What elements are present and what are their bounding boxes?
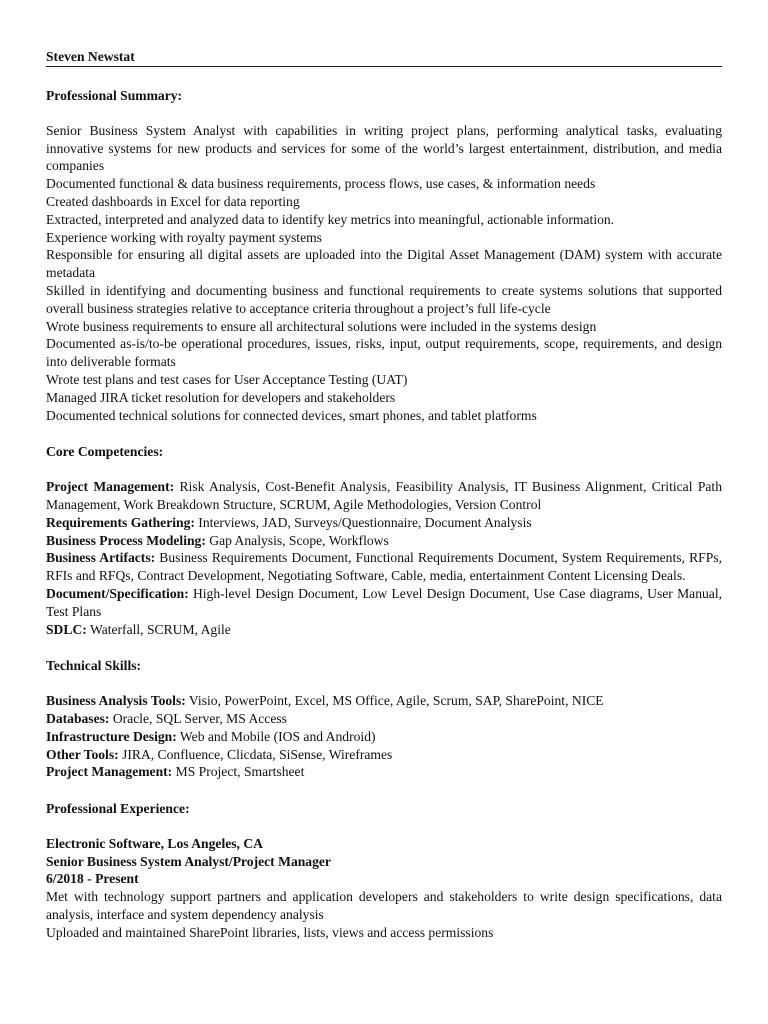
experience-heading: Professional Experience: [46,801,190,817]
summary-item: Created dashboards in Excel for data reporting [46,193,300,209]
job-entry [46,835,722,942]
summary-list [46,122,722,425]
job-duties [46,888,722,941]
competency-label: Business Process Modeling: [46,532,206,548]
summary-item: Extracted, interpreted and analyzed data to identify key metrics into meaningful, actionable information. [46,211,615,227]
skill-item [46,710,722,728]
job-company: Electronic Software, Los Angeles, CA [46,835,263,851]
skill-value: Oracle, SQL Server, MS Access [109,710,287,726]
technical-heading: Technical Skills: [46,658,142,674]
skill-item [46,763,722,781]
competency-value: High-level Design Document, Low Level Design Document, Use Case diagrams, User Manual, Test Plans [46,585,722,619]
summary-item: Documented technical solutions for connected devices, smart phones, and tablet platforms [46,407,537,423]
job-dates: 6/2018 - Present [46,871,139,887]
summary-item: Managed JIRA ticket resolution for developers and stakeholders [46,389,396,405]
competency-value: Waterfall, SCRUM, Agile [86,621,231,637]
skill-label: Infrastructure Design: [46,728,177,744]
summary-item: Experience working with royalty payment systems [46,229,322,245]
job-duty-item: Uploaded and maintained SharePoint libraries, lists, views and access permissions [46,924,494,940]
competency-item [46,585,722,621]
summary-item: Wrote test plans and test cases for User Acceptance Testing (UAT) [46,371,408,387]
skill-label: Other Tools: [46,746,119,762]
competency-item [46,478,722,514]
summary-item: Documented functional & data business requirements, process flows, use cases, & information needs [46,176,596,192]
competency-value: Business Requirements Document, Functional Requirements Document, System Requirements, RFPs, RFIs and RFQs, Contract Development, Negotiating Software, Cable, media, entertainment Content Licensing Deals. [46,550,722,584]
job-title: Senior Business System Analyst/Project Manager [46,853,331,869]
candidate-name: Steven Newstat [46,49,135,64]
competency-label: Business Artifacts: [46,550,156,566]
competencies-list [46,478,722,638]
competency-label: Document/Specification: [46,585,189,601]
job-duty-item: Met with technology support partners and application developers and stakeholders to write design specifications, data analysis, interface and system dependency analysis [46,889,722,923]
competency-label: SDLC: [46,621,87,637]
competencies-heading: Core Competencies: [46,444,164,460]
competency-label: Project Management: [46,479,175,495]
skill-item [46,692,722,710]
summary-item: Documented as-is/to-be operational procedures, issues, risks, input, output requirements, scope, requirements, and design into deliverable formats [46,336,722,370]
competency-label: Requirements Gathering: [46,514,195,530]
skill-item [46,728,722,746]
skill-label: Databases: [46,710,110,726]
skill-value: JIRA, Confluence, Clicdata, SiSense, Wireframes [118,746,393,762]
competency-item [46,514,722,532]
skill-label: Business Analysis Tools: [46,693,186,709]
summary-item: Skilled in identifying and documenting business and functional requirements to create systems solutions that supported overall business strategies relative to acceptance criteria throughout a project’s full life-cycle [46,282,722,316]
competency-value: Gap Analysis, Scope, Workflows [205,532,389,548]
skill-value: MS Project, Smartsheet [172,764,305,780]
skill-label: Project Management: [46,764,173,780]
resume-page [46,48,722,942]
technical-list [46,692,722,781]
summary-item: Wrote business requirements to ensure all architectural solutions were included in the systems design [46,318,597,334]
summary-heading: Professional Summary: [46,88,183,103]
competency-item [46,621,722,639]
competency-item [46,549,722,585]
header-divider [46,66,722,67]
competency-value: Interviews, JAD, Surveys/Questionnaire, Document Analysis [194,514,532,530]
competency-item [46,532,722,550]
skill-item [46,746,722,764]
summary-item: Responsible for ensuring all digital assets are uploaded into the Digital Asset Management (DAM) system with accurate metadata [46,247,722,281]
competency-value: Risk Analysis, Cost-Benefit Analysis, Feasibility Analysis, IT Business Alignment, Critical Path Management, Work Breakdown Structure, SCRUM, Agile Methodologies, Version Control [46,479,722,512]
skill-value: Web and Mobile (IOS and Android) [176,728,376,744]
skill-value: Visio, PowerPoint, Excel, MS Office, Agile, Scrum, SAP, SharePoint, NICE [185,693,604,709]
summary-item: Senior Business System Analyst with capabilities in writing project plans, performing analytical tasks, evaluating innovative systems for new products and services for some of the world’s largest entertainment, distribution, and media companies [46,122,722,174]
